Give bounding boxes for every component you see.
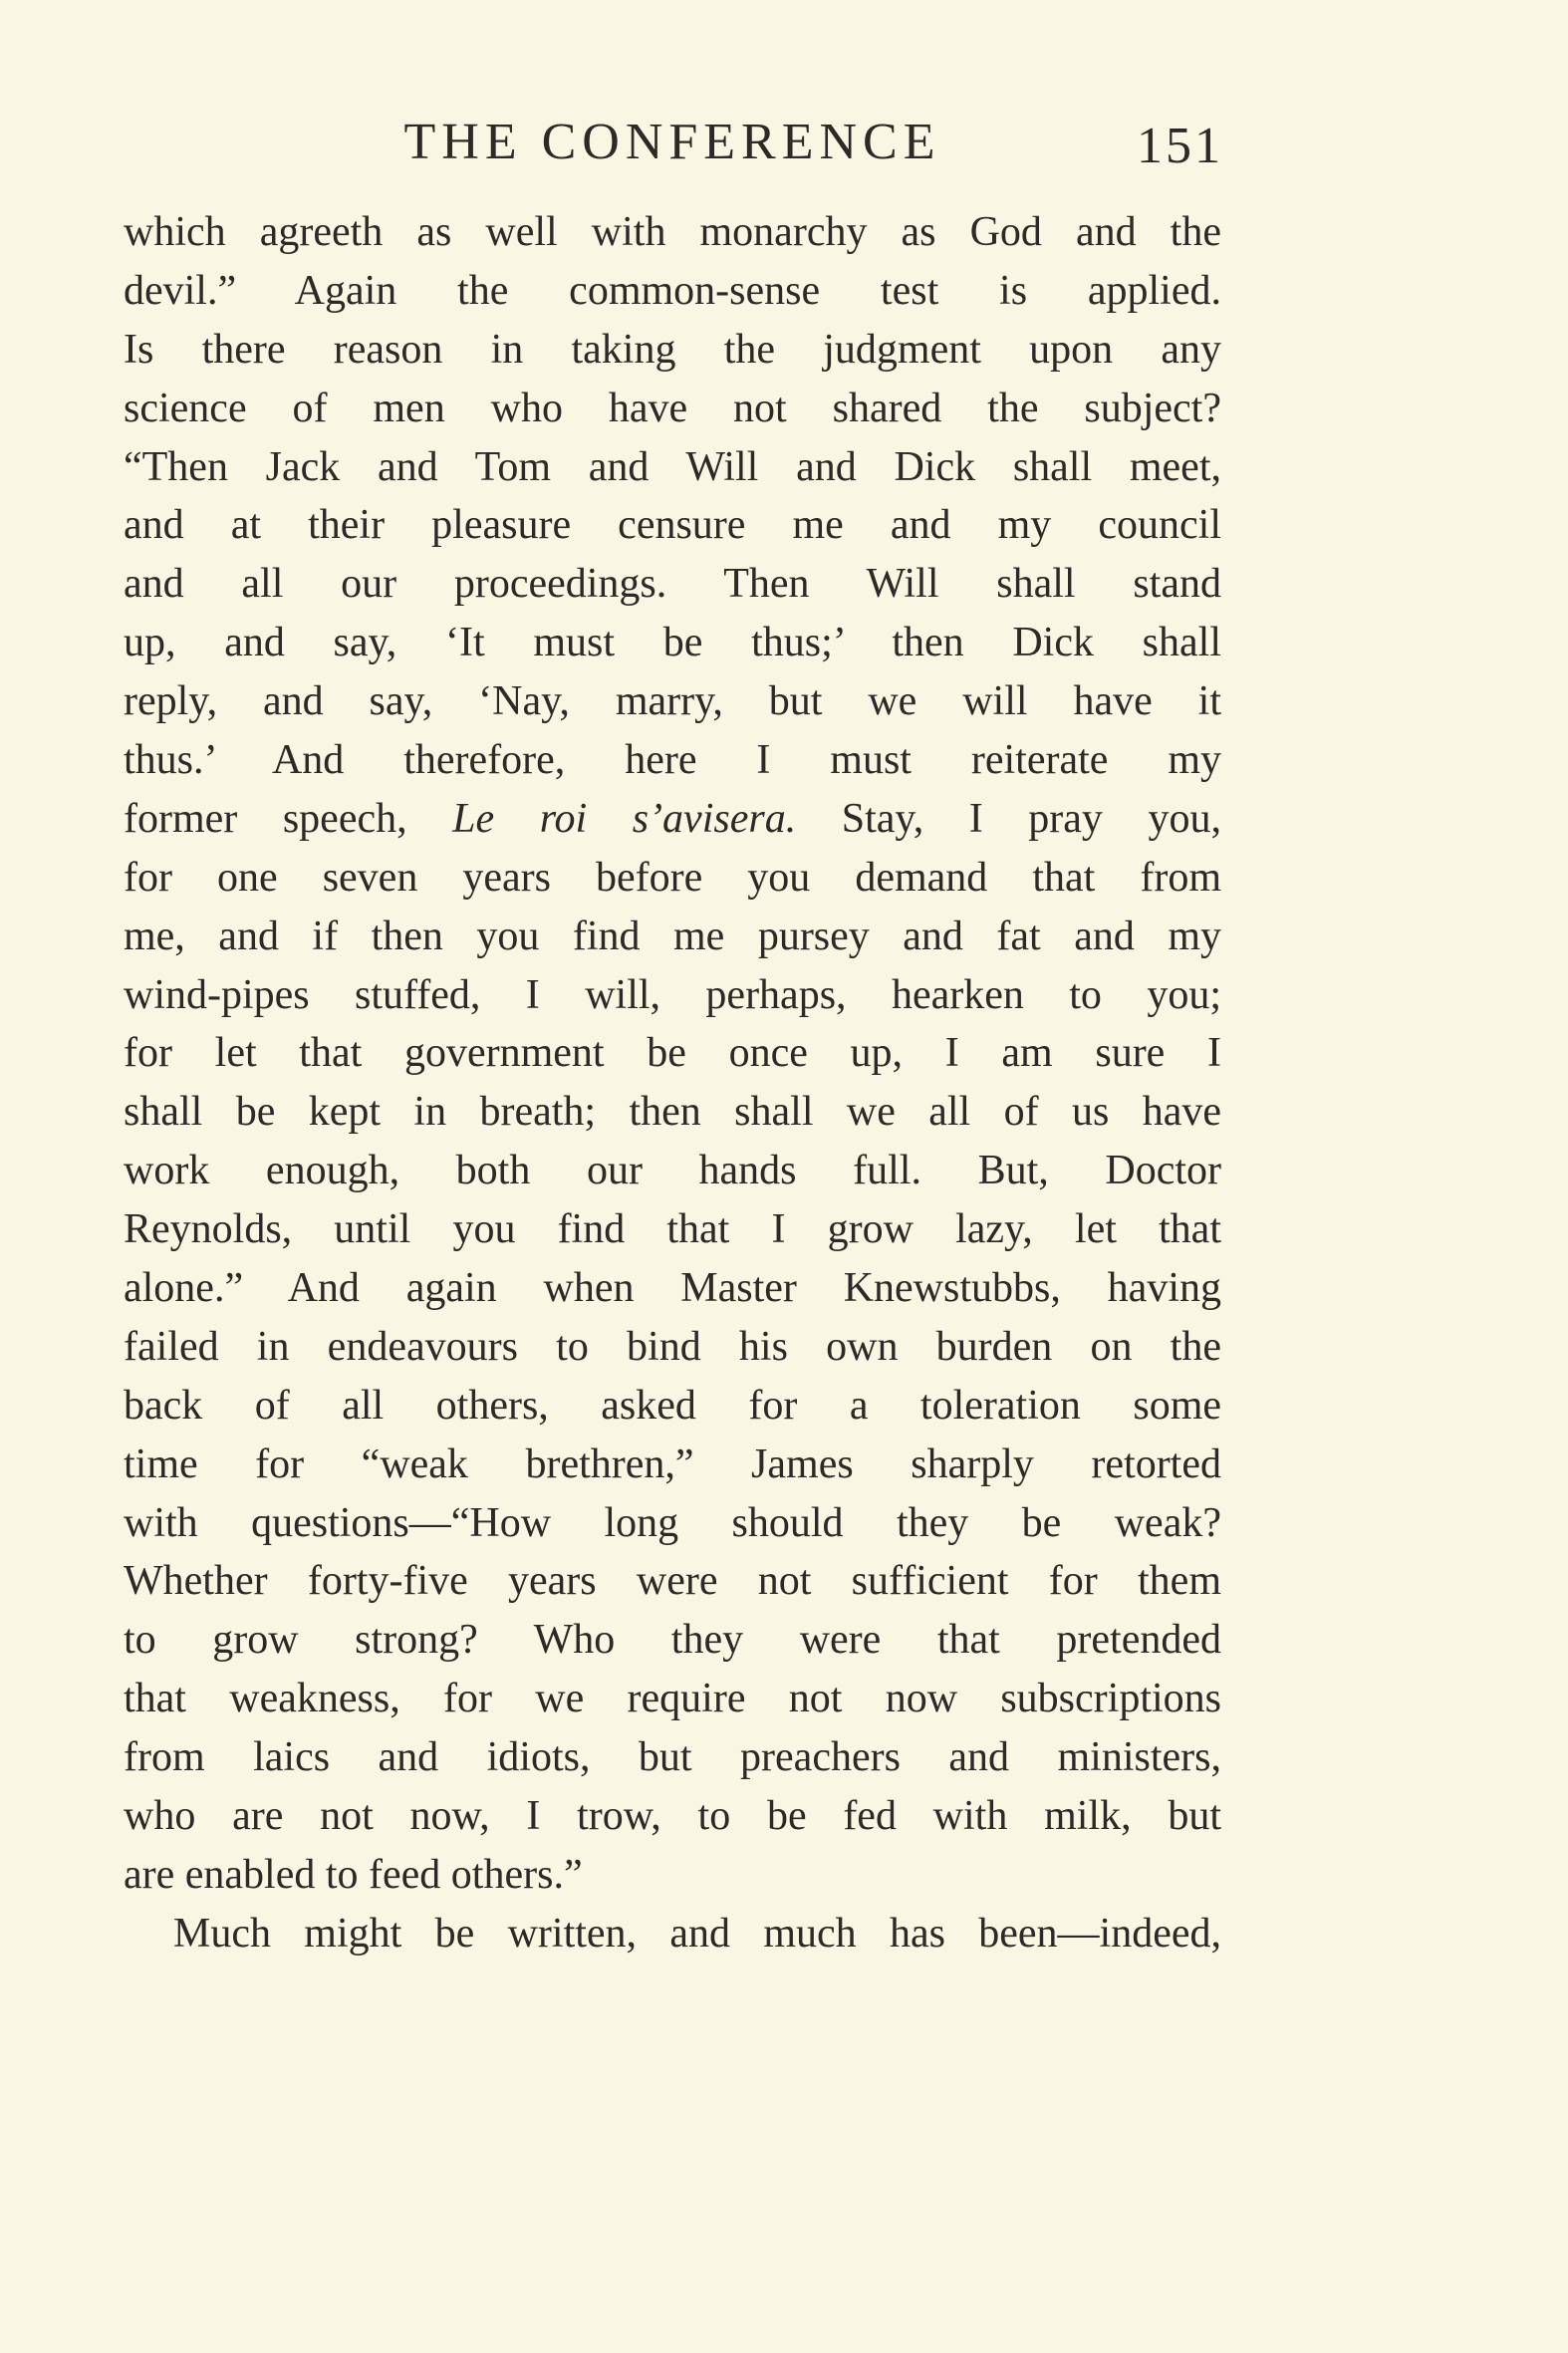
text-segment: which agreeth as well with monarchy as God and the <box>124 209 1221 255</box>
text-segment: devil.” Again the common-sense test is applied. <box>124 267 1221 314</box>
text-segment: reply, and say, ‘Nay, marry, but we will have it <box>124 678 1221 725</box>
text-segment: Reynolds, until you find that I grow lazy, let that <box>124 1206 1221 1253</box>
text-line <box>124 790 1221 849</box>
text-line <box>124 380 1221 438</box>
text-line <box>124 849 1221 908</box>
text-segment: up, and say, ‘It must be thus;’ then Dick shall <box>124 620 1221 666</box>
text-segment: wind-pipes stuffed, I will, perhaps, hearken to you; <box>124 971 1221 1018</box>
text-line <box>124 1494 1221 1553</box>
text-segment: for one seven years before you demand that from <box>124 854 1221 901</box>
text-segment: from laics and idiots, but preachers and ministers, <box>124 1734 1221 1781</box>
text-segment: science of men who have not shared the subject? <box>124 385 1221 431</box>
text-line <box>124 555 1221 614</box>
text-line <box>124 1259 1221 1318</box>
text-line <box>124 908 1221 966</box>
text-segment: work enough, both our hands full. But, Doctor <box>124 1148 1221 1194</box>
text-line <box>124 731 1221 790</box>
text-segment: thus.’ And therefore, here I must reiterate my <box>124 737 1221 784</box>
text-line <box>124 1377 1221 1436</box>
text-line <box>124 1200 1221 1259</box>
text-segment: Stay, I pray you, <box>796 795 1221 842</box>
text-segment: shall be kept in breath; then shall we all of us have <box>124 1089 1221 1136</box>
text-segment: time for “weak brethren,” James sharply retorted <box>124 1440 1221 1487</box>
italic-phrase: Le roi s’avisera. <box>452 795 797 842</box>
text-line <box>124 614 1221 672</box>
text-line <box>124 1552 1221 1611</box>
text-line <box>124 438 1221 497</box>
text-line <box>124 1142 1221 1200</box>
text-line <box>124 1846 1221 1905</box>
text-line <box>124 672 1221 731</box>
text-line <box>124 1024 1221 1083</box>
running-title: THE CONFERENCE <box>403 114 941 170</box>
text-segment: “Then Jack and Tom and Will and Dick shall meet, <box>124 443 1221 490</box>
text-line <box>124 1728 1221 1787</box>
text-line <box>124 1787 1221 1846</box>
text-segment: former speech, <box>124 795 453 842</box>
text-segment: to grow strong? Who they were that pretended <box>124 1617 1221 1664</box>
text-line <box>124 496 1221 555</box>
text-segment: who are not now, I trow, to be fed with milk, but <box>124 1793 1221 1840</box>
text-segment: Much might be written, and much has been—indeed, <box>173 1910 1221 1957</box>
body-text <box>124 203 1221 1963</box>
text-segment: are enabled to feed others.” <box>124 1851 583 1898</box>
text-line <box>124 1611 1221 1670</box>
page-number: 151 <box>1137 118 1223 174</box>
text-segment: and all our proceedings. Then Will shall stand <box>124 561 1221 608</box>
text-segment: Whether forty-five years were not sufficient for them <box>124 1558 1221 1605</box>
running-head <box>122 108 1223 177</box>
text-line <box>124 1670 1221 1728</box>
text-segment: alone.” And again when Master Knewstubbs, having <box>124 1265 1221 1312</box>
text-line <box>124 966 1221 1025</box>
text-line <box>124 262 1221 321</box>
text-segment: for let that government be once up, I am sure I <box>124 1030 1221 1077</box>
text-segment: me, and if then you find me pursey and fat and my <box>124 913 1221 959</box>
text-line <box>124 321 1221 380</box>
text-segment: back of all others, asked for a toleration some <box>124 1382 1221 1429</box>
text-line <box>124 1905 1221 1963</box>
text-line <box>124 1436 1221 1494</box>
text-line <box>124 1083 1221 1142</box>
text-line <box>124 203 1221 262</box>
text-segment: Is there reason in taking the judgment upon any <box>124 326 1221 373</box>
text-segment: that weakness, for we require not now subscriptions <box>124 1676 1221 1722</box>
text-segment: with questions—“How long should they be weak? <box>124 1499 1221 1546</box>
text-line <box>124 1318 1221 1377</box>
text-segment: and at their pleasure censure me and my council <box>124 502 1221 549</box>
text-segment: failed in endeavours to bind his own burden on the <box>124 1323 1221 1370</box>
